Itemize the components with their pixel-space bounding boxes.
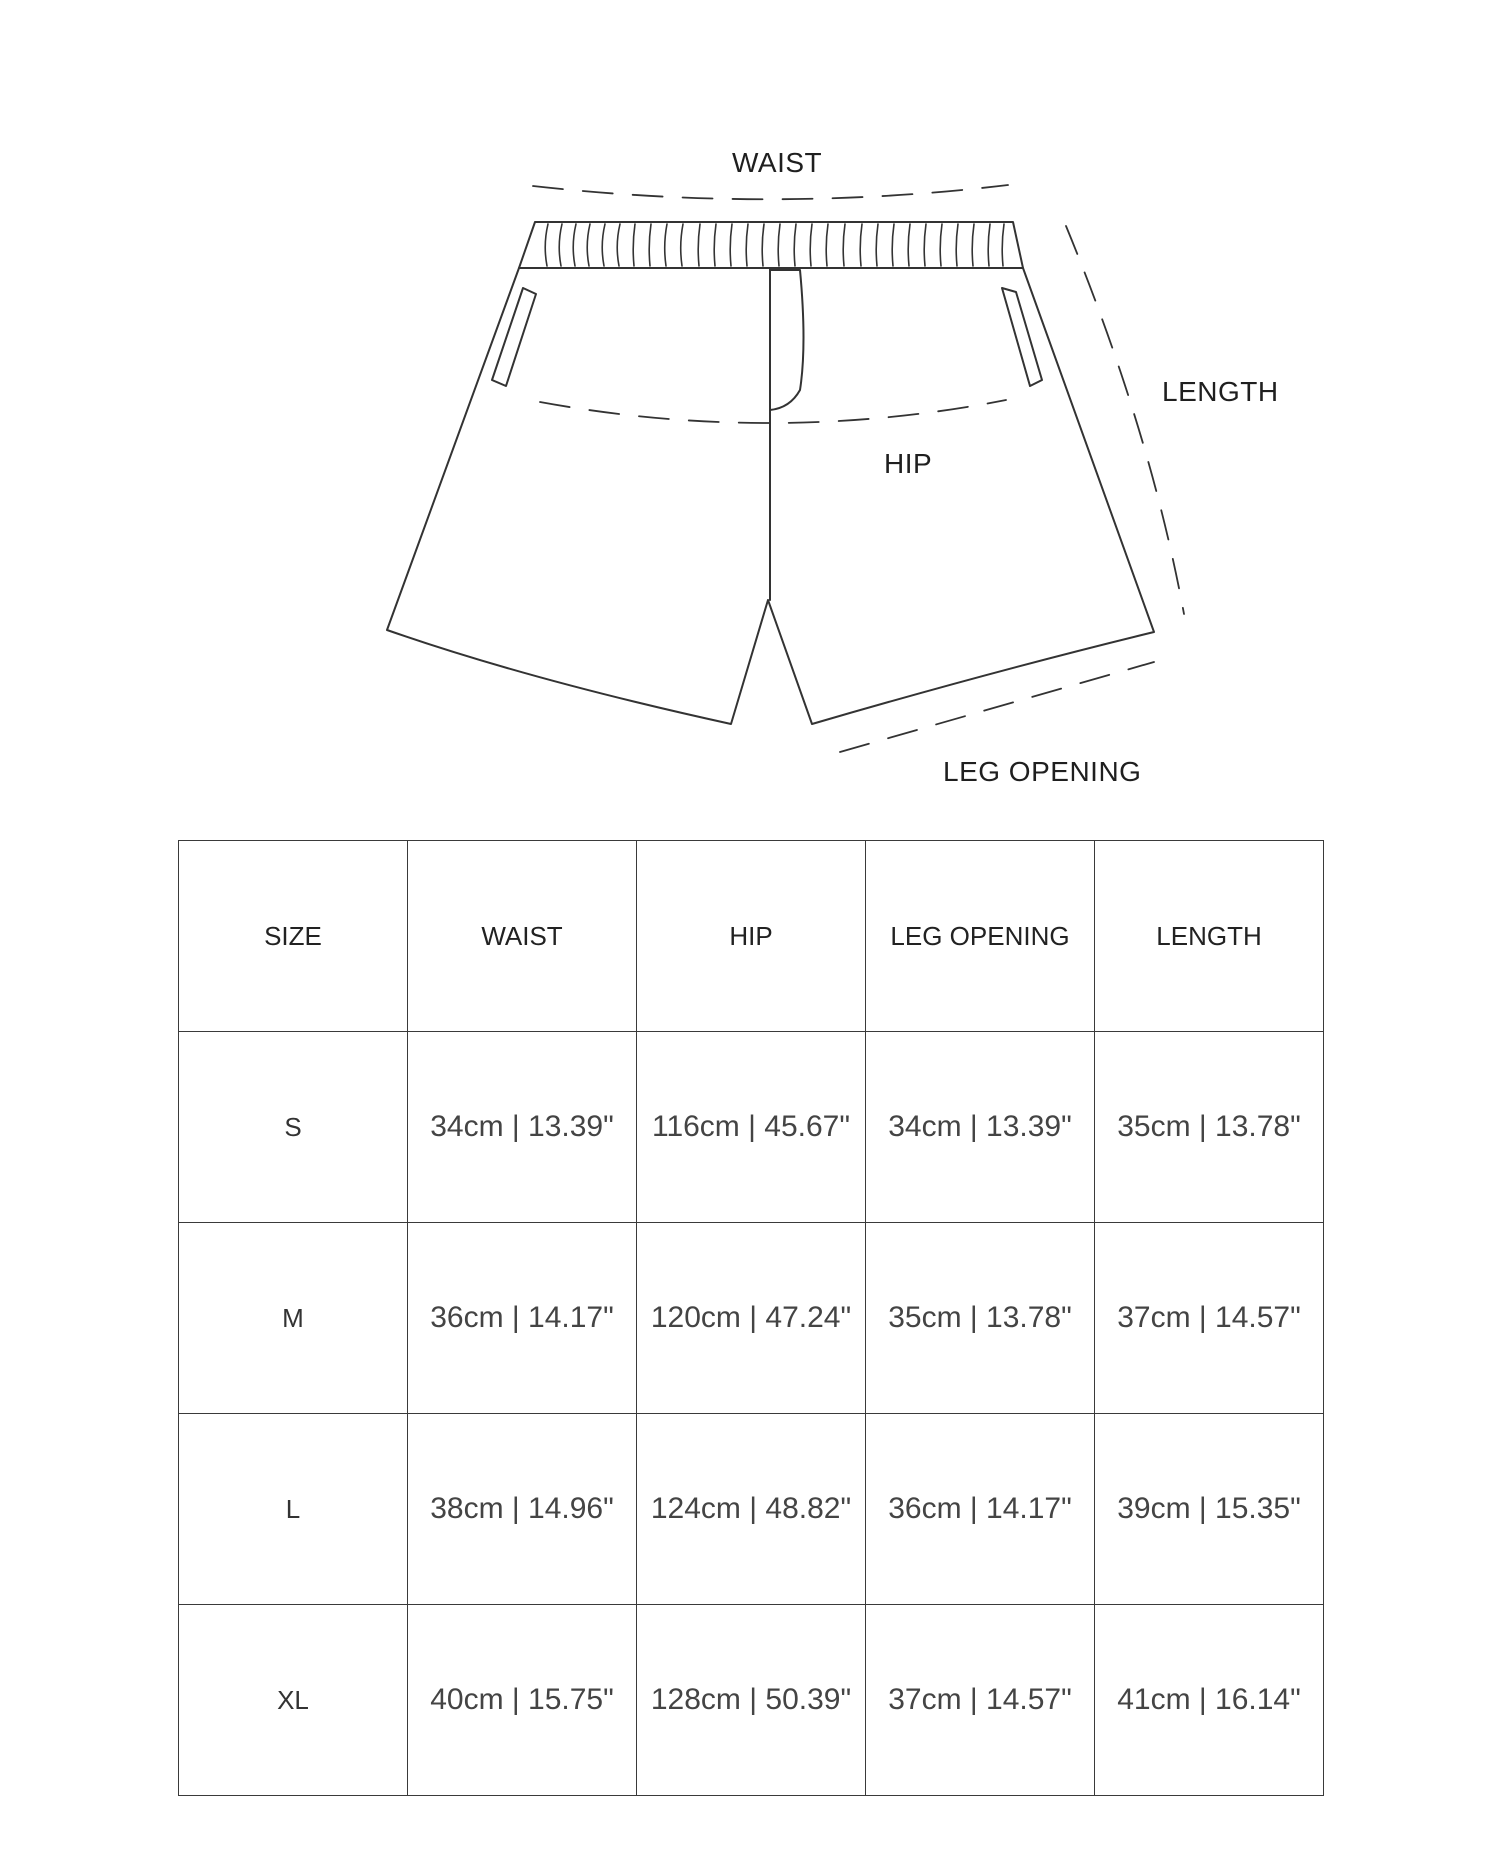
header-waist: WAIST <box>408 841 637 1032</box>
leg-opening-measure-line <box>840 662 1154 752</box>
header-size: SIZE <box>179 841 408 1032</box>
header-leg-opening: LEG OPENING <box>866 841 1095 1032</box>
hip-label: HIP <box>884 448 933 479</box>
waistband-ribs <box>545 224 1004 266</box>
length-cell: 37cm | 14.57" <box>1095 1223 1324 1414</box>
table-row <box>179 1605 1324 1796</box>
header-length: LENGTH <box>1095 841 1324 1032</box>
length-cell: 39cm | 15.35" <box>1095 1414 1324 1605</box>
size-cell: M <box>179 1223 408 1414</box>
size-cell: XL <box>179 1605 408 1796</box>
hip-cell: 124cm | 48.82" <box>637 1414 866 1605</box>
hip-cell: 120cm | 47.24" <box>637 1223 866 1414</box>
waist-cell: 38cm | 14.96" <box>408 1414 637 1605</box>
waist-cell: 40cm | 15.75" <box>408 1605 637 1796</box>
left-pocket <box>492 288 536 386</box>
header-hip: HIP <box>637 841 866 1032</box>
waist-cell: 34cm | 13.39" <box>408 1032 637 1223</box>
fly-stitch <box>770 270 804 410</box>
hip-cell: 128cm | 50.39" <box>637 1605 866 1796</box>
size-cell: L <box>179 1414 408 1605</box>
table-row <box>179 1223 1324 1414</box>
hip-measure-line <box>540 400 1006 423</box>
length-cell: 41cm | 16.14" <box>1095 1605 1324 1796</box>
waist-cell: 36cm | 14.17" <box>408 1223 637 1414</box>
waist-label: WAIST <box>732 147 823 178</box>
table-row <box>179 1414 1324 1605</box>
waist-measure-line <box>533 185 1008 199</box>
size-chart-table <box>178 840 1324 1796</box>
hip-cell: 116cm | 45.67" <box>637 1032 866 1223</box>
leg-opening-cell: 36cm | 14.17" <box>866 1414 1095 1605</box>
shorts-diagram <box>0 0 1500 820</box>
table-header-row <box>179 841 1324 1032</box>
size-cell: S <box>179 1032 408 1223</box>
length-label: LENGTH <box>1162 376 1279 407</box>
leg-opening-cell: 34cm | 13.39" <box>866 1032 1095 1223</box>
leg-opening-cell: 35cm | 13.78" <box>866 1223 1095 1414</box>
leg-opening-cell: 37cm | 14.57" <box>866 1605 1095 1796</box>
waistband <box>519 222 1023 268</box>
table-row <box>179 1032 1324 1223</box>
length-measure-line <box>1066 226 1184 614</box>
leg-opening-label: LEG OPENING <box>943 756 1142 787</box>
length-cell: 35cm | 13.78" <box>1095 1032 1324 1223</box>
